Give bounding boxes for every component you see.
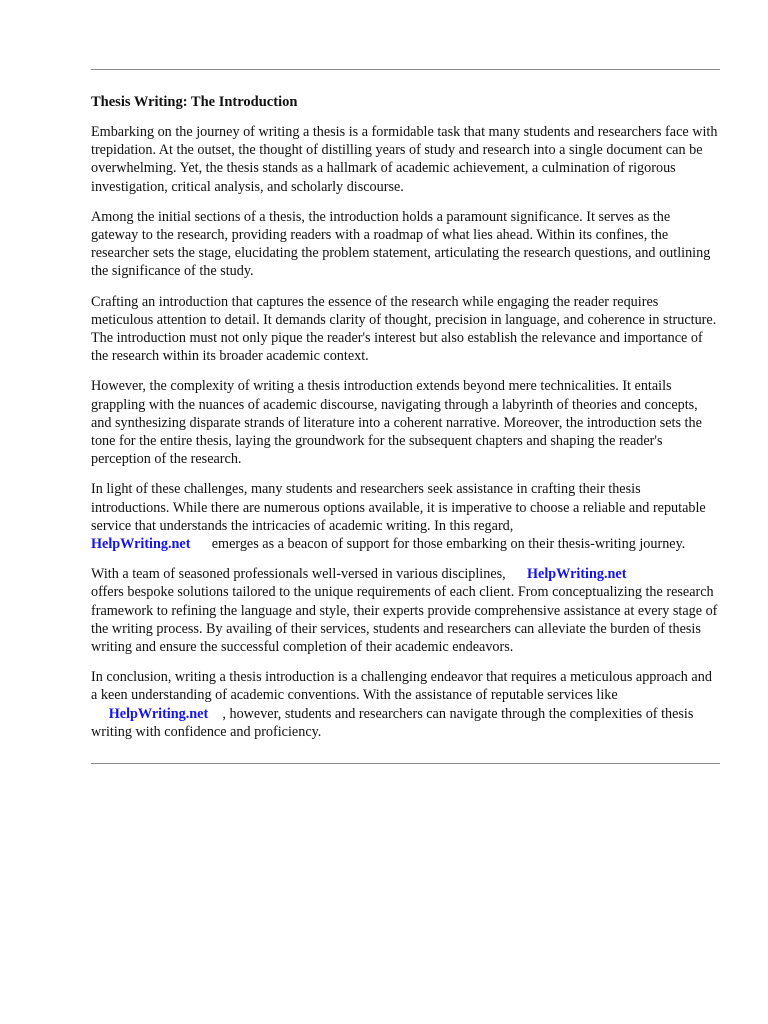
paragraph-6	[91, 565, 720, 656]
paragraph-3: Crafting an introduction that captures the essence of the research while engaging the reader requires meticulous attention to detail. It demands clarity of thought, precision in language, and coherence in structure. The introduction must not only pique the reader's interest but also establish the relevance and importance of the research within its broader academic context.	[91, 293, 717, 365]
document-title: Thesis Writing: The Introduction	[91, 94, 298, 110]
paragraph-7-text-after: , however, students and researchers can navigate through the complexities of thesis writing with confidence and proficiency.	[91, 705, 694, 740]
paragraph-1: Embarking on the journey of writing a thesis is a formidable task that many students and researchers face with trepidation. At the outset, the thought of distilling years of study and research into a single document can be overwhelming. Yet, the thesis stands as a hallmark of academic achievement, a culmination of rigorous investigation, critical analysis, and scholarly discourse.	[91, 124, 718, 195]
paragraph-4: However, the complexity of writing a thesis introduction extends beyond mere technicalities. It entails grappling with the nuances of academic discourse, navigating through a labyrinth of theories and concepts, and synthesizing disparate strands of literature into a coherent narrative. Moreover, the introduction sets the tone for the entire thesis, laying the groundwork for the subsequent chapters and shaping the reader's perception of the research.	[91, 378, 702, 468]
paragraph-5	[91, 480, 720, 553]
helpwriting-link-2[interactable]: HelpWriting.net	[526, 566, 627, 583]
paragraph-5-text-before: In light of these challenges, many students and researchers seek assistance in crafting their thesis introductions. While there are numerous options available, it is imperative to choose a reliable and reputable service that understands the intricacies of academic writing. In this regard,	[91, 481, 706, 534]
helpwriting-link-1[interactable]: HelpWriting.net	[91, 536, 191, 553]
paragraph-6-text-after: offers bespoke solutions tailored to the unique requirements of each client. From conceptualizing the research framework to refining the language and style, their experts provide comprehensive assistance at every stage of the writing process. By availing of their services, students and researchers can alleviate the burden of thesis writing and ensure the successful completion of their academic endeavors.	[91, 584, 718, 656]
paragraph-5-text-after: emerges as a beacon of support for those embarking on their thesis-writing journey.	[208, 536, 686, 553]
bottom-divider	[91, 763, 720, 764]
paragraph-6-text-before: With a team of seasoned professionals well-versed in various disciplines,	[91, 566, 510, 583]
helpwriting-link-3[interactable]: HelpWriting.net	[108, 705, 209, 722]
document-page	[91, 69, 720, 764]
top-divider	[91, 69, 720, 70]
paragraph-2: Among the initial sections of a thesis, the introduction holds a paramount significance. It serves as the gateway to the research, providing readers with a roadmap of what lies ahead. Within its confines, the researcher sets the stage, elucidating the problem statement, articulating the research questions, and outlining the significance of the study.	[91, 208, 711, 280]
paragraph-7-text-before: In conclusion, writing a thesis introduction is a challenging endeavor that requires a meticulous approach and a keen understanding of academic conventions. With the assistance of reputable services like	[91, 669, 712, 704]
paragraph-7	[91, 668, 720, 741]
